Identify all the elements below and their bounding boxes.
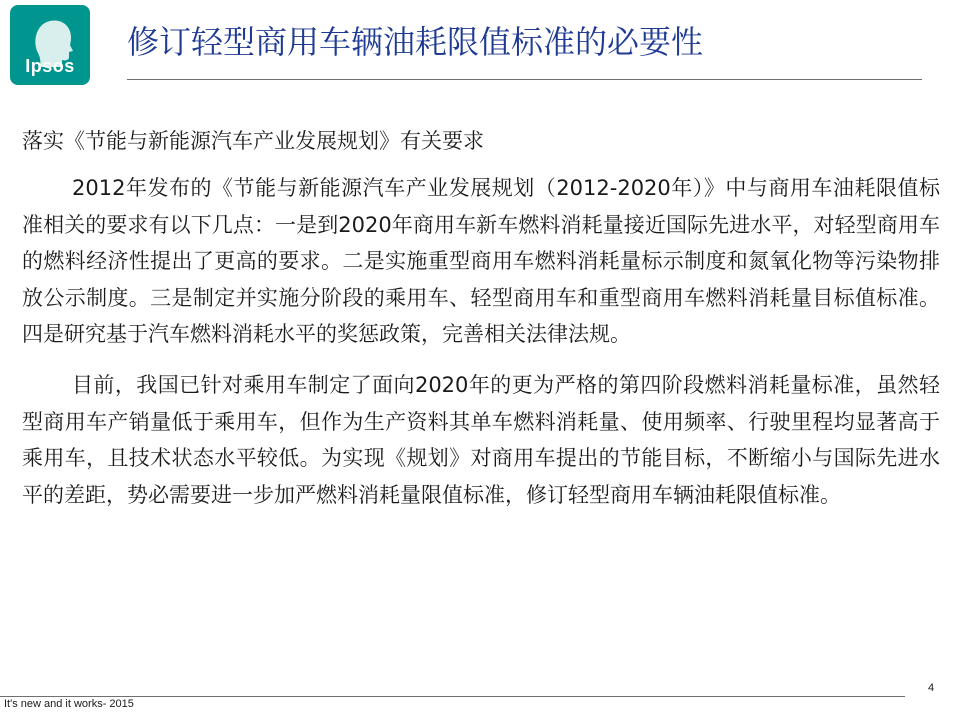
footer-text: It's new and it works- 2015 bbox=[4, 698, 134, 710]
slide-title: 修订轻型商用车辆油耗限值标准的必要性 bbox=[127, 23, 704, 61]
slide-body bbox=[22, 126, 940, 527]
title-divider bbox=[127, 79, 922, 80]
section-heading: 落实《节能与新能源汽车产业发展规划》有关要求 bbox=[22, 129, 484, 153]
footer-divider bbox=[0, 696, 905, 697]
page-number: 4 bbox=[928, 682, 935, 694]
paragraph-current-situation: 目前，我国已针对乘用车制定了面向2020年的更为严格的第四阶段燃料消耗量标准，虽然轻型商用车产销量低于乘用车，但作为生产资料其单车燃料消耗量、使用频率、行驶里程均显著高于乘用车，且技术状态水平较低。为实现《规划》对商用车提出的节能目标，不断缩小与国际先进水平的差距，势必需要进一步加严燃料消耗量限值标准，修订轻型商用车辆油耗限值标准。 bbox=[22, 372, 940, 507]
logo-text: Ipsos bbox=[25, 56, 75, 76]
paragraph-plan-requirements: 2012年发布的《节能与新能源汽车产业发展规划（2012-2020年）》中与商用车油耗限值标准相关的要求有以下几点：一是到2020年商用车新车燃料消耗量接近国际先进水平，对轻型商用车的燃料经济性提出了更高的要求。二是实施重型商用车燃料消耗量标示制度和氮氧化物等污染物排放公示制度。三是制定并实施分阶段的乘用车、轻型商用车和重型商用车燃料消耗量目标值标准。四是研究基于汽车燃料消耗水平的奖惩政策，完善相关法律法规。 bbox=[22, 176, 940, 347]
ipsos-logo bbox=[10, 5, 90, 85]
